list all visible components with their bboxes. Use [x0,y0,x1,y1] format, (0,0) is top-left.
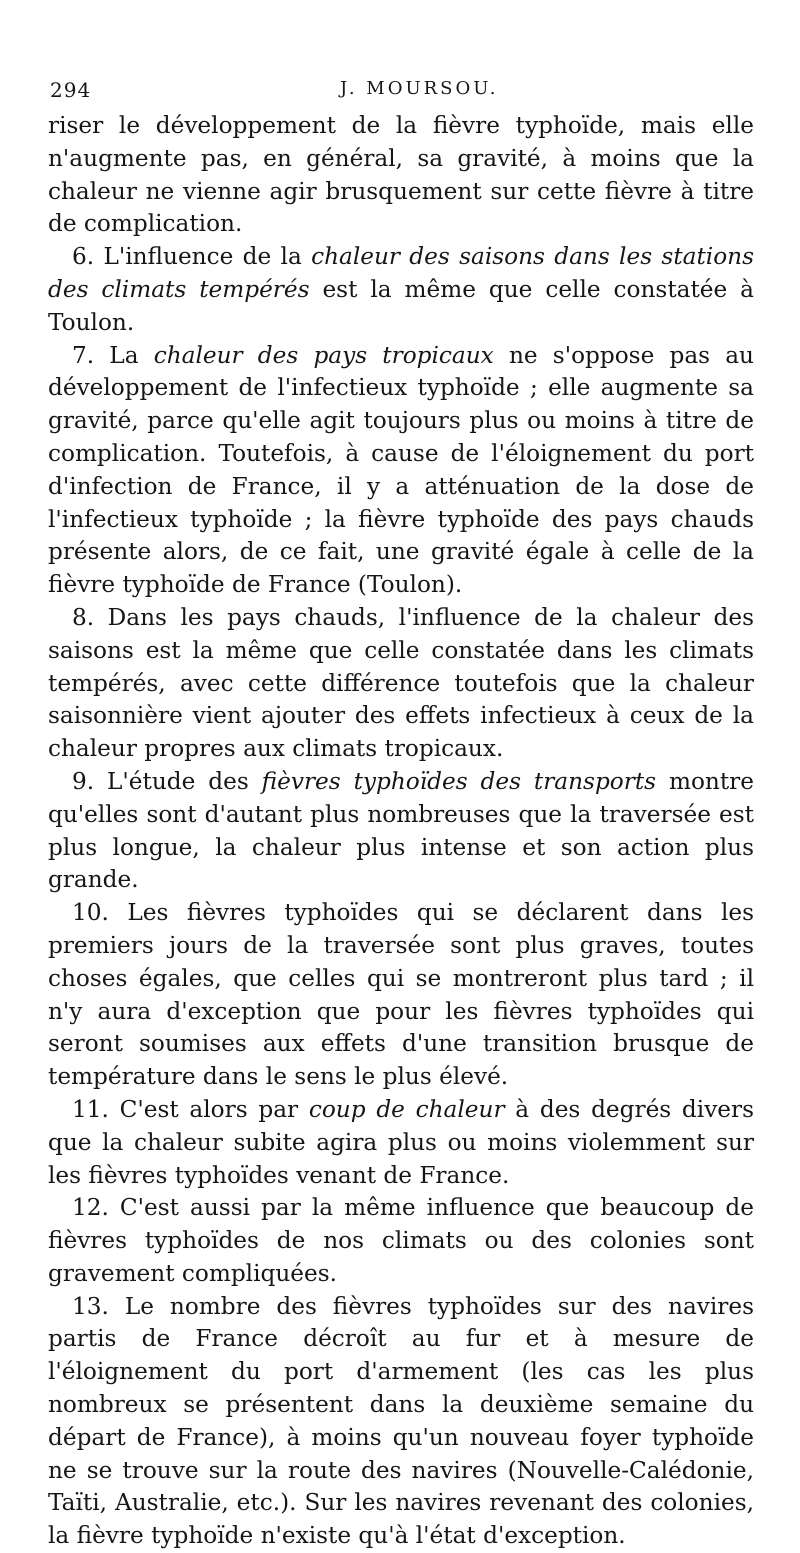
text-run: 8. Dans les pays chauds, l'influence de la chaleur des saisons est la même que celle constatée dans les climats tempérés, avec cette différence toutefois que la chaleur saisonnière vient ajouter des effets infectieux à ceux de la chaleur propres aux climats tropicaux. [48,603,754,763]
italic-text: chaleur des pays tropicaux [153,341,494,369]
text-run: 9. L'étude des [72,767,262,795]
text-run: 11. C'est alors par [72,1095,309,1123]
italic-text: chaleur des saisons dans les stations des climats tempérés [48,243,754,303]
paragraph [48,110,754,241]
text-run: 12. C'est aussi par la même influence que beaucoup de fièvres typhoïdes de nos climats ou des colonies sont gravement compliquées. [48,1194,754,1287]
text-run: montre qu'elles sont d'autant plus nombreuses que la traversée est plus longue, la chaleur plus intense et son action plus grande. [48,767,754,894]
body-text [48,110,754,1553]
paragraph [48,602,754,766]
text-run: 7. La [72,341,154,369]
text-run: ne s'oppose pas au développement de l'infectieux typhoïde ; elle augmente sa gravité, parce qu'elle agit toujours plus ou moins à titre de complication. Toutefois, à cause de l'éloignement du port d'infection de France, il y a atténuation de la dose de l'infectieux typhoïde ; la fièvre typhoïde des pays chauds présente alors, de ce fait, une gravité égale à celle de la fièvre typhoïde de France (Toulon). [48,341,754,599]
paragraph [48,897,754,1094]
page-number: 294 [50,78,92,102]
text-run: 13. Le nombre des fièvres typhoïdes sur des navires partis de France décroît au fur et à mesure de l'éloignement du port d'armement (les cas les plus nombreux se présentent dans la deuxième semaine du départ de France), à moins qu'un nouveau foyer typhoïde ne se trouve sur la route des navires (Nouvelle-Calédonie, Taïti, Australie, etc.). Sur les navires revenant des colonies, la fièvre typhoïde n'existe qu'à l'état d'exception. [48,1292,754,1550]
paragraph [48,1094,754,1192]
text-run: est la même que celle constatée à Toulon. [48,275,755,336]
paragraph [48,1291,754,1553]
page-header [50,78,762,108]
text-run: 6. L'influence de la [72,243,312,271]
paragraph [48,1192,754,1290]
italic-text: fièvres typhoïdes des transports [261,767,657,795]
text-run: riser le développement de la fièvre typhoïde, mais elle n'augmente pas, en général, sa gravité, à moins que la chaleur ne vienne agir brusquement sur cette fièvre à titre de complication. [48,112,754,238]
running-head: J. MOURSOU. [340,78,499,99]
paragraph [48,241,754,339]
italic-text: coup de chaleur [308,1095,505,1123]
text-run: à des degrés divers que la chaleur subite agira plus ou moins violemment sur les fièvres typhoïdes venant de France. [48,1095,754,1189]
text-run: 10. Les fièvres typhoïdes qui se déclarent dans les premiers jours de la traversée sont plus graves, toutes choses égales, que celles qui se montreront plus tard ; il n'y aura d'exception que pour les fièvres typhoïdes qui seront soumises aux effets d'une transition brusque de température dans le sens le plus élevé. [48,899,754,1091]
paragraph [48,766,754,897]
paragraph [48,340,754,602]
